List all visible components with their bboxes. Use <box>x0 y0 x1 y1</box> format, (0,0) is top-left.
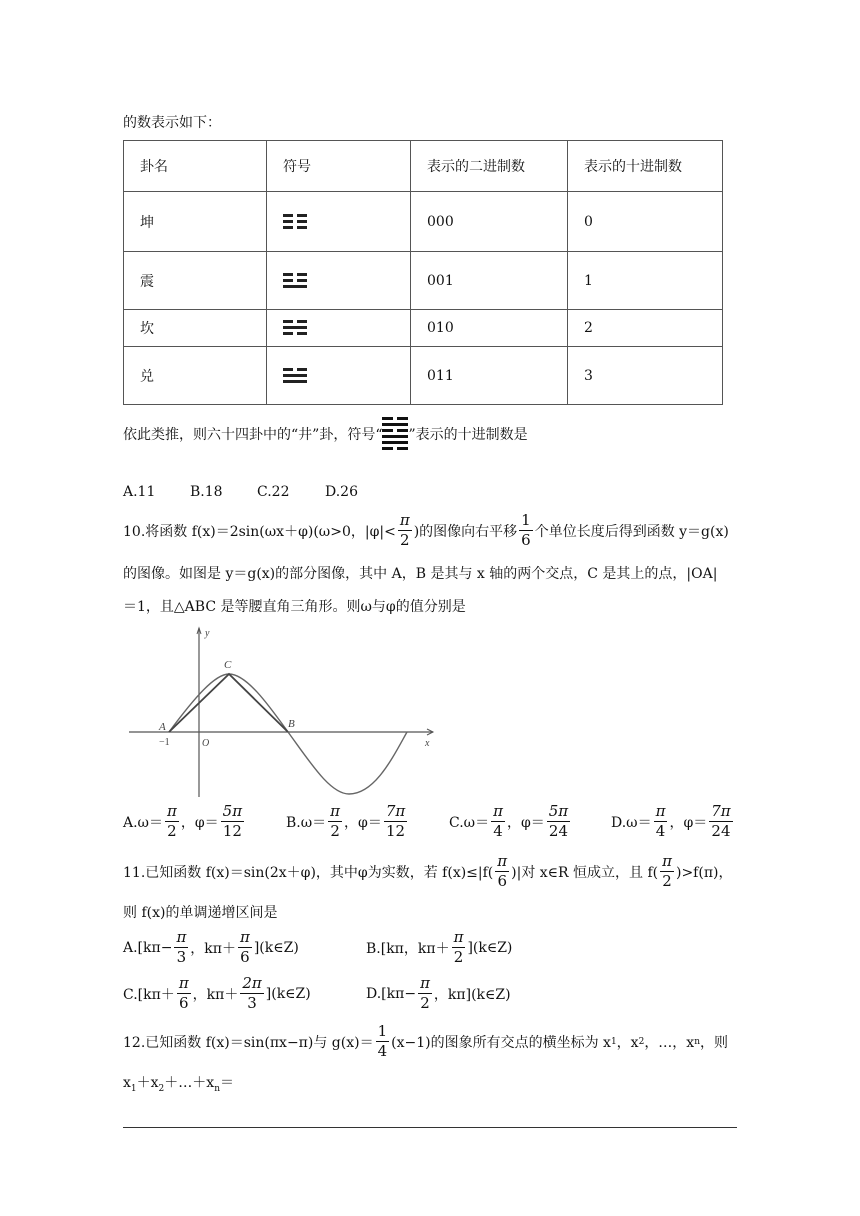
q11-text-a: 11.已知函数 f(x)＝sin(2x＋φ)，其中φ为实数，若 f(x)≤|f( <box>123 864 494 881</box>
cell-name: 兑 <box>124 347 267 405</box>
frac-den: 24 <box>548 822 569 840</box>
fraction <box>240 976 263 1011</box>
q12-sum-eq: ＝ <box>219 1075 234 1091</box>
option-text: A.ω＝ <box>123 814 163 831</box>
fraction <box>398 513 412 548</box>
label-a: A <box>159 721 166 733</box>
label-b: B <box>288 718 295 730</box>
frac-den: 2 <box>420 994 430 1012</box>
header-decimal: 表示的十进制数 <box>568 141 723 192</box>
table-row <box>124 252 723 310</box>
q10-line3: ＝1，且△ABC 是等腰直角三角形。则ω与φ的值分别是 <box>123 599 466 615</box>
q12-text-e: ，则 <box>700 1034 729 1051</box>
q9-stem <box>123 414 528 453</box>
trigram-kun-icon <box>267 192 411 252</box>
q9-option-b: B.18 <box>190 484 223 500</box>
subscript: 2 <box>638 1036 645 1047</box>
option-text: ，kπ](k∈Z) <box>433 986 511 1003</box>
table-row <box>124 192 723 252</box>
fraction <box>174 930 188 965</box>
label-minus1: −1 <box>159 737 170 748</box>
frac-den: 12 <box>385 822 406 840</box>
fraction <box>328 804 342 839</box>
frac-num: 7π <box>711 802 731 820</box>
subscript: 1 <box>610 1036 617 1047</box>
fraction <box>547 804 570 839</box>
q10-option-a <box>123 804 246 839</box>
frac-den: 4 <box>493 822 503 840</box>
fraction <box>452 930 466 965</box>
fraction <box>376 1024 390 1059</box>
q9-option-c: C.22 <box>257 484 290 500</box>
q11-line1 <box>123 854 732 889</box>
frac-num: π <box>662 852 672 870</box>
frac-den: 6 <box>497 872 507 890</box>
q10-line1 <box>123 513 729 548</box>
table-header-row <box>124 141 723 192</box>
q9-option-a: A.11 <box>123 484 156 500</box>
subscript: 2 <box>158 1083 165 1094</box>
frac-num: π <box>166 802 177 820</box>
frac-den: 3 <box>247 994 257 1012</box>
subscript: 1 <box>130 1083 137 1094</box>
q11-option-b <box>366 930 512 965</box>
table-row <box>124 310 723 347</box>
q11-text-b: )|对 x∈R 恒成立，且 f( <box>511 864 659 881</box>
q9-option-d: D.26 <box>325 484 358 500</box>
frac-den: 24 <box>711 822 731 840</box>
q11-text-c: )>f(π)， <box>675 864 733 881</box>
cell-binary: 000 <box>411 192 568 252</box>
fraction <box>238 930 252 965</box>
option-text: ，φ＝ <box>344 814 382 831</box>
frac-den: 2 <box>167 822 177 840</box>
cell-name: 坎 <box>124 310 267 347</box>
q10-text-b: )的图像向右平移 <box>413 523 518 540</box>
option-text: ](k∈Z) <box>467 939 513 956</box>
label-c: C <box>224 659 232 671</box>
frac-den: 2 <box>399 531 410 549</box>
q11-option-c <box>123 976 311 1011</box>
frac-num: 7π <box>385 802 406 820</box>
frac-num: 1 <box>521 511 531 529</box>
frac-den: 4 <box>377 1042 388 1060</box>
q9-stem-after: ”表示的十进制数是 <box>408 426 528 443</box>
q11-line2: 则 f(x)的单调递增区间是 <box>123 905 278 921</box>
q10-option-c <box>449 804 572 839</box>
frac-num: π <box>239 928 250 946</box>
q10-option-d <box>611 804 735 839</box>
q10-text-c: 个单位长度后得到函数 y＝g(x) <box>534 523 729 540</box>
trigram-kan-icon <box>267 310 411 347</box>
frac-den: 6 <box>178 994 189 1012</box>
header-symbol: 符号 <box>267 141 411 192</box>
label-y: y <box>205 628 210 639</box>
header-name: 卦名 <box>124 141 267 192</box>
option-text: C.ω＝ <box>449 814 490 831</box>
triangle-abc <box>169 674 288 732</box>
q12-text-a: 12.已知函数 f(x)＝sin(πx−π)与 g(x)＝ <box>123 1034 374 1051</box>
frac-num: 5π <box>222 802 243 820</box>
fraction <box>177 976 191 1011</box>
cell-name: 震 <box>124 252 267 310</box>
frac-num: π <box>420 974 430 992</box>
option-text: B.ω＝ <box>286 814 327 831</box>
option-text: A.[kπ− <box>123 939 173 956</box>
option-text: B.[kπ，kπ＋ <box>366 940 450 957</box>
option-text: D.[kπ− <box>366 985 417 1002</box>
option-text: ，kπ＋ <box>190 940 236 957</box>
option-text: ，φ＝ <box>669 814 708 831</box>
cell-binary: 010 <box>411 310 568 347</box>
q10-option-b <box>286 804 409 839</box>
frac-num: π <box>330 802 341 820</box>
frac-num: π <box>453 928 464 946</box>
option-text: ，φ＝ <box>180 814 219 831</box>
option-text: ](k∈Z) <box>265 985 311 1002</box>
q10-text-a: 10.将函数 f(x)＝2sin(ωx＋φ)(ω>0，|φ|< <box>123 523 396 540</box>
frac-den: 6 <box>240 948 250 966</box>
q12-text-b: (x−1)的图象所有交点的横坐标为 x <box>391 1034 611 1051</box>
frac-num: 1 <box>377 1022 388 1040</box>
fraction <box>384 804 407 839</box>
frac-den: 2 <box>453 948 464 966</box>
hexagram-jing-icon <box>382 414 408 453</box>
frac-den: 2 <box>330 822 340 840</box>
trigram-table <box>123 140 723 405</box>
trigram-dui-icon <box>267 347 411 405</box>
q12-sum-plus: ＋x <box>136 1075 159 1091</box>
table-row <box>124 347 723 405</box>
frac-num: 5π <box>548 802 569 820</box>
sine-graph <box>125 622 445 802</box>
trigram-zhen-icon <box>267 252 411 310</box>
label-x: x <box>425 738 430 749</box>
fraction <box>221 804 244 839</box>
q12-sum-x: x <box>123 1075 131 1091</box>
fraction <box>709 804 732 839</box>
sine-curve <box>169 674 407 794</box>
cell-binary: 011 <box>411 347 568 405</box>
fraction <box>654 804 668 839</box>
q9-stem-before: 依此类推，则六十四卦中的“井”卦，符号“ <box>123 426 383 443</box>
fraction <box>519 513 533 548</box>
intro-text: 的数表示如下： <box>123 115 221 131</box>
frac-num: π <box>655 802 666 820</box>
cell-decimal: 1 <box>568 252 723 310</box>
frac-num: π <box>178 974 189 992</box>
q12-line2 <box>123 1072 234 1094</box>
frac-den: 3 <box>176 948 187 966</box>
frac-den: 2 <box>662 872 672 890</box>
frac-den: 4 <box>655 822 666 840</box>
frac-num: π <box>497 852 508 870</box>
option-text: ](k∈Z) <box>253 939 299 956</box>
frac-den: 12 <box>222 822 242 840</box>
option-text: ，kπ＋ <box>192 986 239 1003</box>
fraction <box>495 854 509 889</box>
cell-binary: 001 <box>411 252 568 310</box>
footer-divider <box>123 1127 737 1128</box>
q12-line1 <box>123 1024 728 1059</box>
fraction <box>165 804 179 839</box>
fraction <box>418 976 432 1011</box>
cell-decimal: 3 <box>568 347 723 405</box>
cell-name: 坤 <box>124 192 267 252</box>
frac-num: π <box>493 802 503 820</box>
frac-num: 2π <box>242 974 262 992</box>
cell-decimal: 0 <box>568 192 723 252</box>
q12-sum-dots: ＋…＋x <box>164 1075 215 1091</box>
q11-option-d <box>366 976 511 1011</box>
q12-text-d: ，…，x <box>644 1034 695 1051</box>
subscript: n <box>214 1083 220 1094</box>
label-o: O <box>202 738 210 749</box>
fraction <box>491 804 505 839</box>
option-text: C.[kπ＋ <box>123 986 175 1003</box>
q11-option-a <box>123 930 299 965</box>
q10-line2: 的图像。如图是 y＝g(x)的部分图像，其中 A，B 是其与 x 轴的两个交点，C 是其上的点，|OA| <box>123 566 718 582</box>
q12-text-c: ，x <box>616 1034 639 1051</box>
cell-decimal: 2 <box>568 310 723 347</box>
frac-num: π <box>176 928 187 946</box>
fraction <box>660 854 674 889</box>
frac-den: 6 <box>521 531 531 549</box>
frac-num: π <box>399 511 410 529</box>
option-text: ，φ＝ <box>506 814 545 831</box>
header-binary: 表示的二进制数 <box>411 141 568 192</box>
subscript: n <box>694 1036 701 1047</box>
option-text: D.ω＝ <box>611 814 652 831</box>
